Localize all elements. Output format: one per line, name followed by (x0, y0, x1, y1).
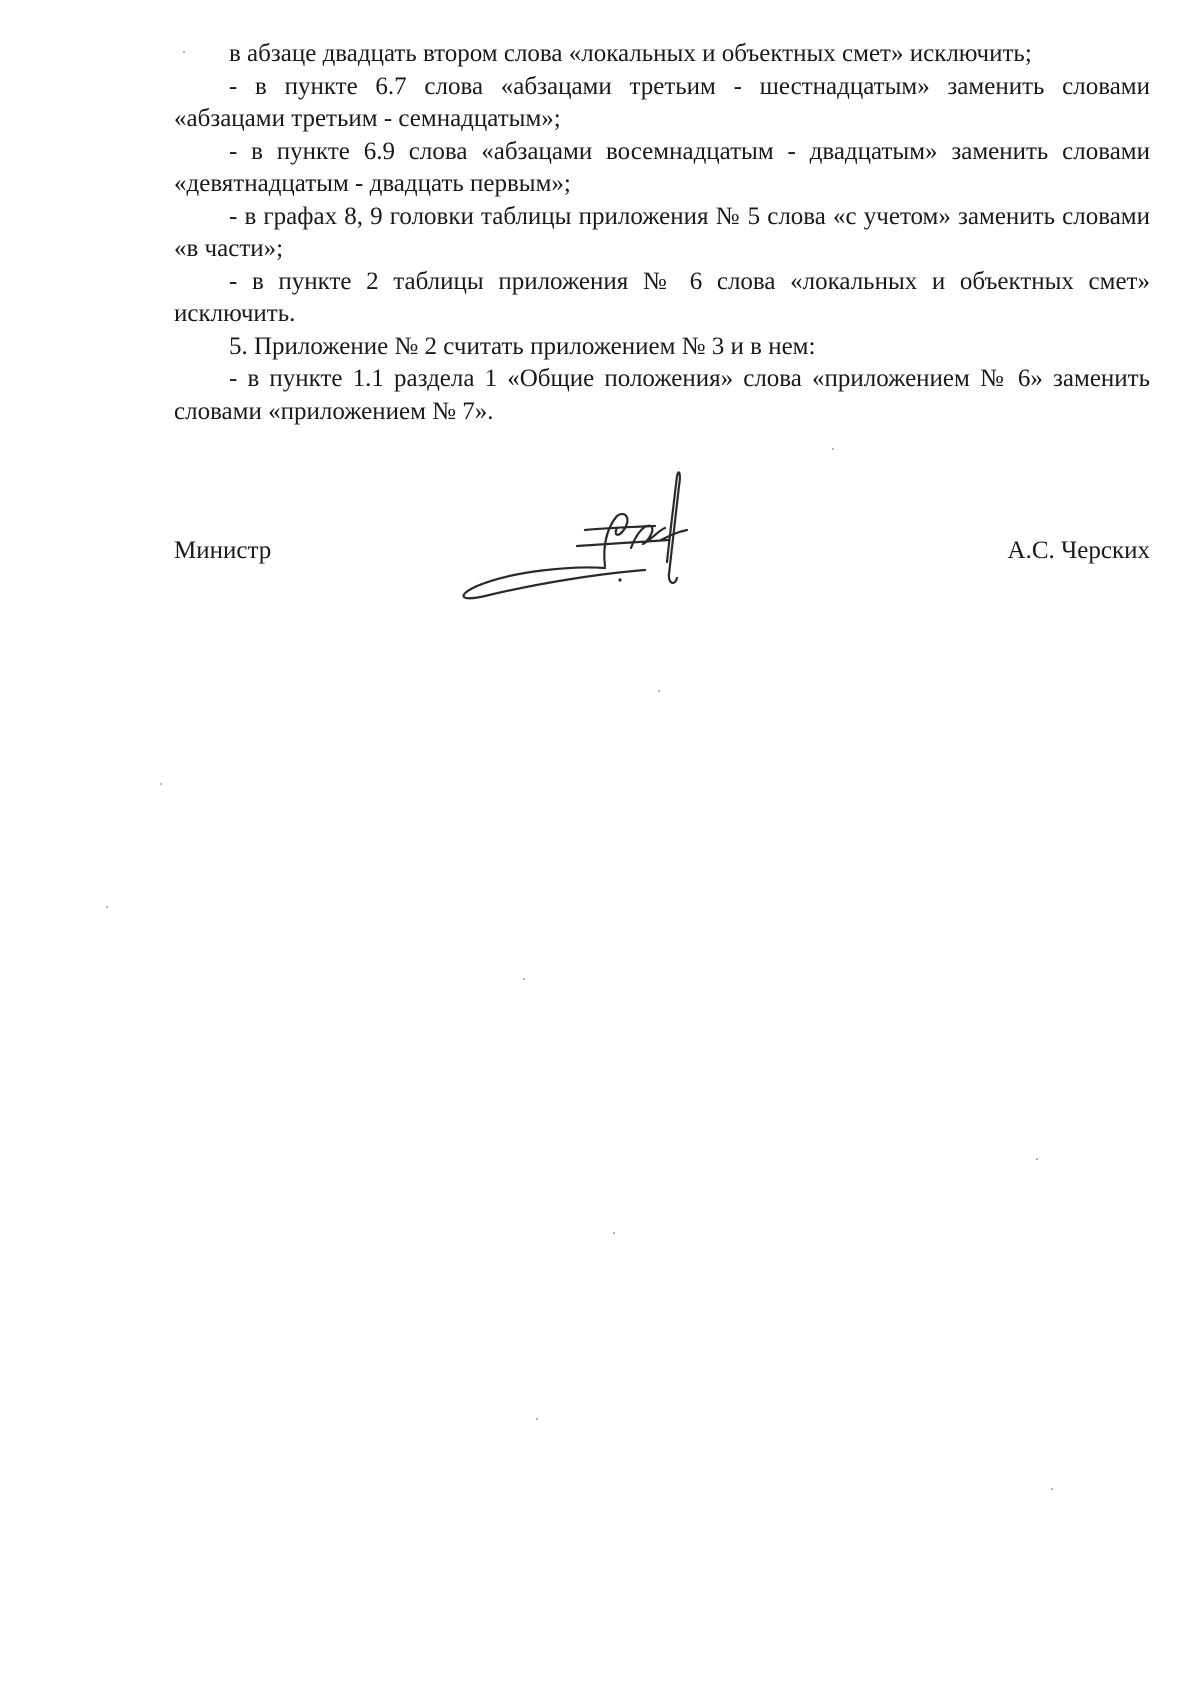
signer-name: А.С. Черских (1007, 537, 1150, 564)
scan-speck (1036, 1158, 1038, 1160)
scan-speck (183, 51, 185, 53)
paragraph: - в пункте 6.7 слова «абзацами третьим - шестнадцатым» заменить словами «абзацами третьим - семнадцатым»; (174, 72, 1150, 132)
scan-speck (523, 978, 525, 980)
scan-speck (658, 690, 660, 692)
paragraph: - в пункте 2 таблицы приложения № 6 слова «локальных и объектных смет» исключить. (174, 267, 1150, 327)
signer-position: Министр (174, 537, 272, 564)
scan-speck (1051, 1488, 1053, 1490)
paragraph: 5. Приложение № 2 считать приложением № 3 и в нем: (229, 332, 816, 360)
handwritten-signature (455, 470, 715, 610)
scan-speck (536, 1418, 538, 1420)
paragraph: - в пункте 1.1 раздела 1 «Общие положения» слова «приложением № 6» заменить словами «приложением № 7». (174, 365, 1150, 425)
paragraph: - в пункте 6.9 слова «абзацами восемнадцатым - двадцатым» заменить словами «девятнадцатым - двадцать первым»; (174, 137, 1150, 197)
paragraph: в абзаце двадцать втором слова «локальных и объектных смет» исключить; (229, 40, 1032, 67)
scan-speck (106, 906, 108, 908)
scan-speck (160, 783, 162, 785)
paragraph: - в графах 8, 9 головки таблицы приложения № 5 слова «с учетом» заменить словами «в части»; (174, 202, 1150, 262)
document-body (174, 38, 1150, 428)
scan-speck (613, 1232, 615, 1234)
scan-speck (832, 448, 834, 450)
